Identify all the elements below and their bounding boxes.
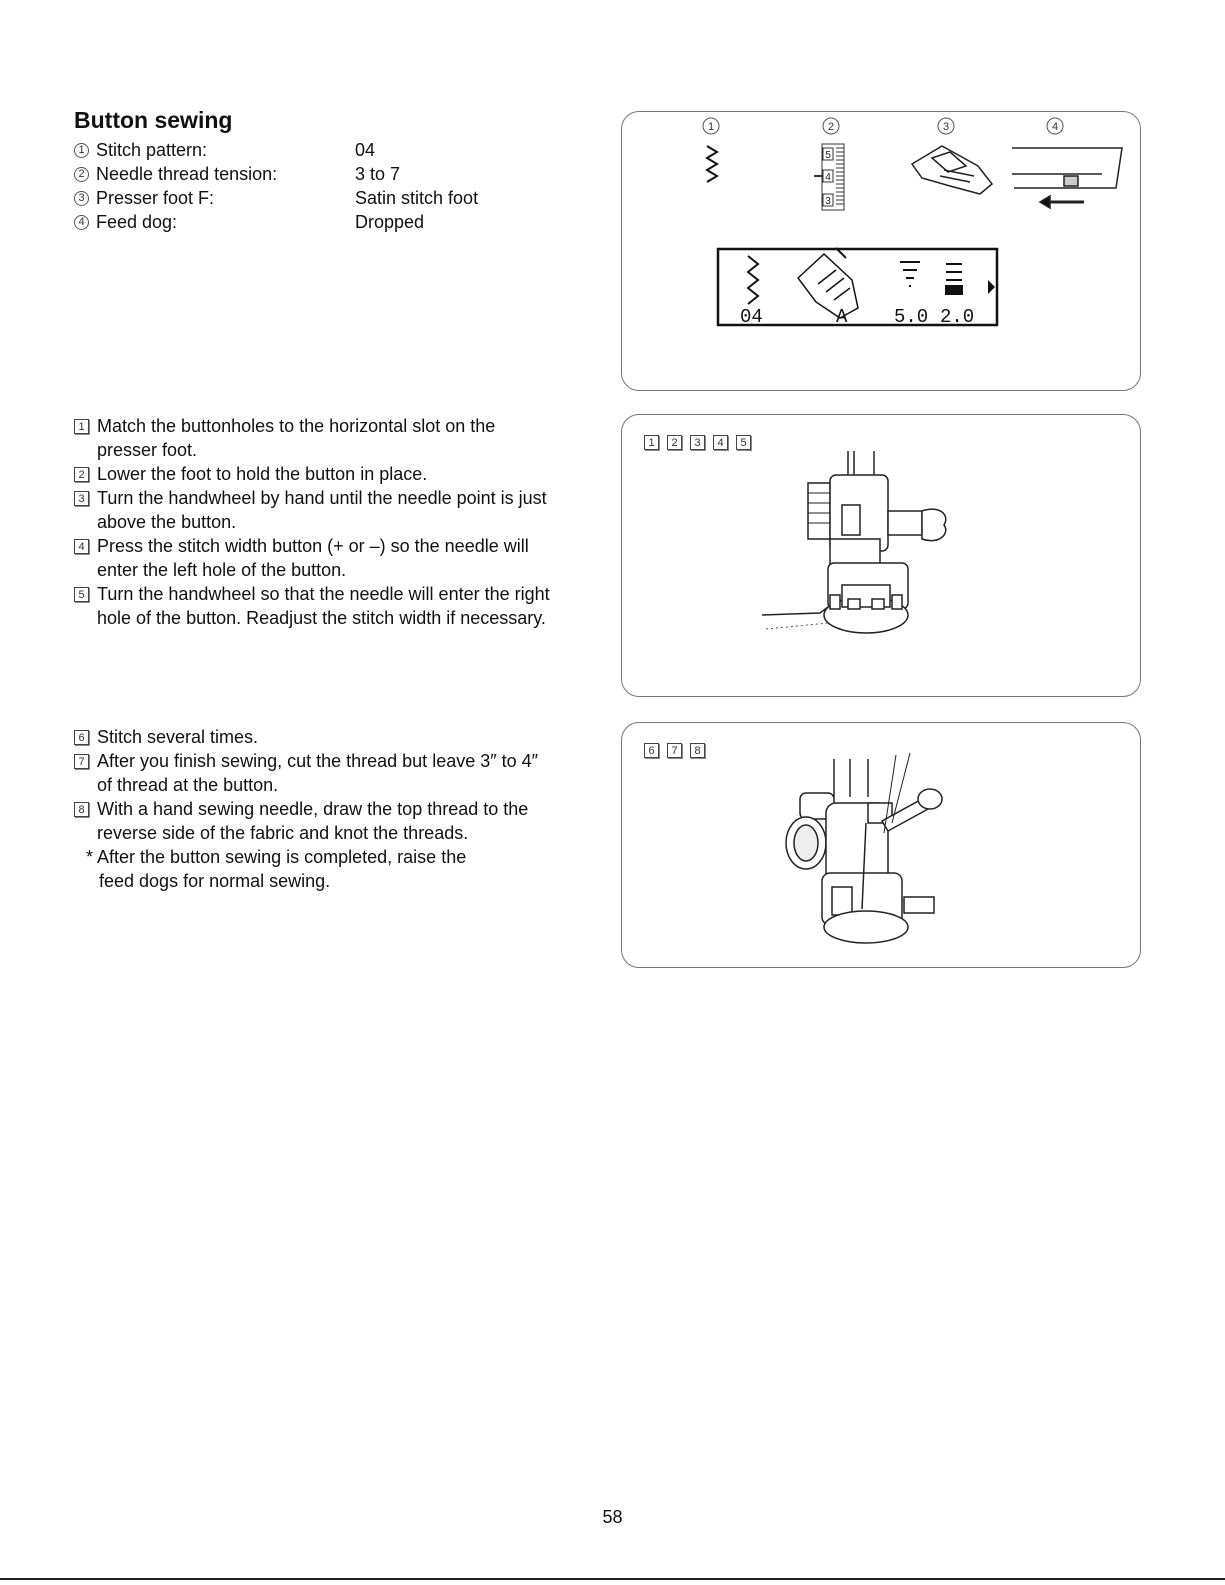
settings-list <box>74 138 594 234</box>
callout-number: 3 <box>74 191 89 206</box>
list-item <box>74 534 604 582</box>
button-stitching-illustration <box>622 723 1142 969</box>
step-number: 7 <box>74 754 89 769</box>
lcd-foot-letter: A <box>836 306 848 328</box>
step-number: 7 <box>667 743 682 758</box>
lcd-pattern-number: 04 <box>740 306 763 328</box>
step-text: Turn the handwheel so that the needle will enter the right <box>97 584 550 604</box>
setting-value: 3 to 7 <box>355 163 401 184</box>
list-item <box>74 462 604 486</box>
step-number: 4 <box>713 435 728 450</box>
step-text: Lower the foot to hold the button in place. <box>97 464 428 484</box>
presser-foot-icon <box>912 146 992 194</box>
step-text: Match the buttonholes to the horizontal slot on the <box>97 416 496 436</box>
dial-mark: 4 <box>825 172 831 183</box>
callout-number: 2 <box>74 167 89 182</box>
step-text: presser foot. <box>97 440 198 460</box>
setting-row-stitch-pattern <box>74 138 594 162</box>
setting-row-feed-dog <box>74 210 594 234</box>
stitching-illustration-panel <box>621 722 1141 968</box>
setting-value: Satin stitch foot <box>355 187 479 208</box>
step-text: With a hand sewing needle, draw the top thread to the <box>97 799 529 819</box>
lcd-stitch-width: 5.0 <box>894 306 929 328</box>
step-text: After you finish sewing, cut the thread but leave 3″ to 4″ <box>97 751 538 771</box>
callout-number: 1 <box>74 143 89 158</box>
button-placement-illustration-panel <box>621 414 1141 697</box>
settings-illustration <box>622 112 1142 392</box>
presser-foot-button-illustration <box>622 415 1142 698</box>
zigzag-stitch-icon <box>707 146 717 182</box>
step-number: 1 <box>644 435 659 450</box>
step-text: Turn the handwheel by hand until the needle point is just <box>97 488 547 508</box>
step-number: 8 <box>74 802 89 817</box>
list-item <box>74 725 604 749</box>
callout-number: 4 <box>74 215 89 230</box>
lcd-display <box>718 248 997 328</box>
step-text: Press the stitch width button (+ or –) so the needle will <box>97 536 529 556</box>
setting-label: Stitch pattern: <box>96 139 208 160</box>
callout-4: 4 <box>1051 121 1059 133</box>
step-number: 3 <box>690 435 705 450</box>
step-text: above the button. <box>97 512 237 532</box>
step-number: 8 <box>690 743 705 758</box>
step-number: 5 <box>736 435 751 450</box>
step-number: 6 <box>74 730 89 745</box>
callout-1: 1 <box>707 121 715 133</box>
feed-dog-lever-icon <box>1012 148 1122 208</box>
note-text <box>74 845 604 893</box>
list-item <box>74 797 604 845</box>
callout-2: 2 <box>827 121 835 133</box>
divider <box>0 1578 1225 1580</box>
page-number: 58 <box>602 1507 623 1527</box>
callout-3: 3 <box>942 121 950 133</box>
steps-list-2 <box>74 725 604 893</box>
list-item <box>74 582 604 630</box>
setting-label: Presser foot F: <box>96 187 215 208</box>
step-text: reverse side of the fabric and knot the threads. <box>97 823 469 843</box>
setting-value: Dropped <box>355 211 425 232</box>
step-number: 3 <box>74 491 89 506</box>
step-number: 5 <box>74 587 89 602</box>
lcd-stitch-length: 2.0 <box>940 306 975 328</box>
note-line: feed dogs for normal sewing. <box>99 871 331 891</box>
list-item <box>74 414 604 462</box>
list-item <box>74 749 604 797</box>
step-number: 6 <box>644 743 659 758</box>
tension-dial-icon <box>814 144 844 210</box>
list-item <box>74 486 604 534</box>
step-number: 2 <box>667 435 682 450</box>
page-title: Button sewing <box>74 107 233 133</box>
dial-mark: 5 <box>825 150 831 161</box>
step-text: of thread at the button. <box>97 775 279 795</box>
step-text: enter the left hole of the button. <box>97 560 347 580</box>
note-line: * After the button sewing is completed, raise the <box>86 847 467 867</box>
setting-row-presser-foot <box>74 186 594 210</box>
step-number: 2 <box>74 467 89 482</box>
dial-mark: 3 <box>825 196 831 207</box>
step-text: hole of the button. Readjust the stitch width if necessary. <box>97 608 546 628</box>
setting-label: Needle thread tension: <box>96 163 278 184</box>
setting-row-thread-tension <box>74 162 594 186</box>
step-text: Stitch several times. <box>97 727 259 747</box>
setting-label: Feed dog: <box>96 211 178 232</box>
settings-illustration-panel <box>621 111 1141 391</box>
step-number: 4 <box>74 539 89 554</box>
setting-value: 04 <box>355 139 376 160</box>
steps-list-1 <box>74 414 604 630</box>
step-number: 1 <box>74 419 89 434</box>
